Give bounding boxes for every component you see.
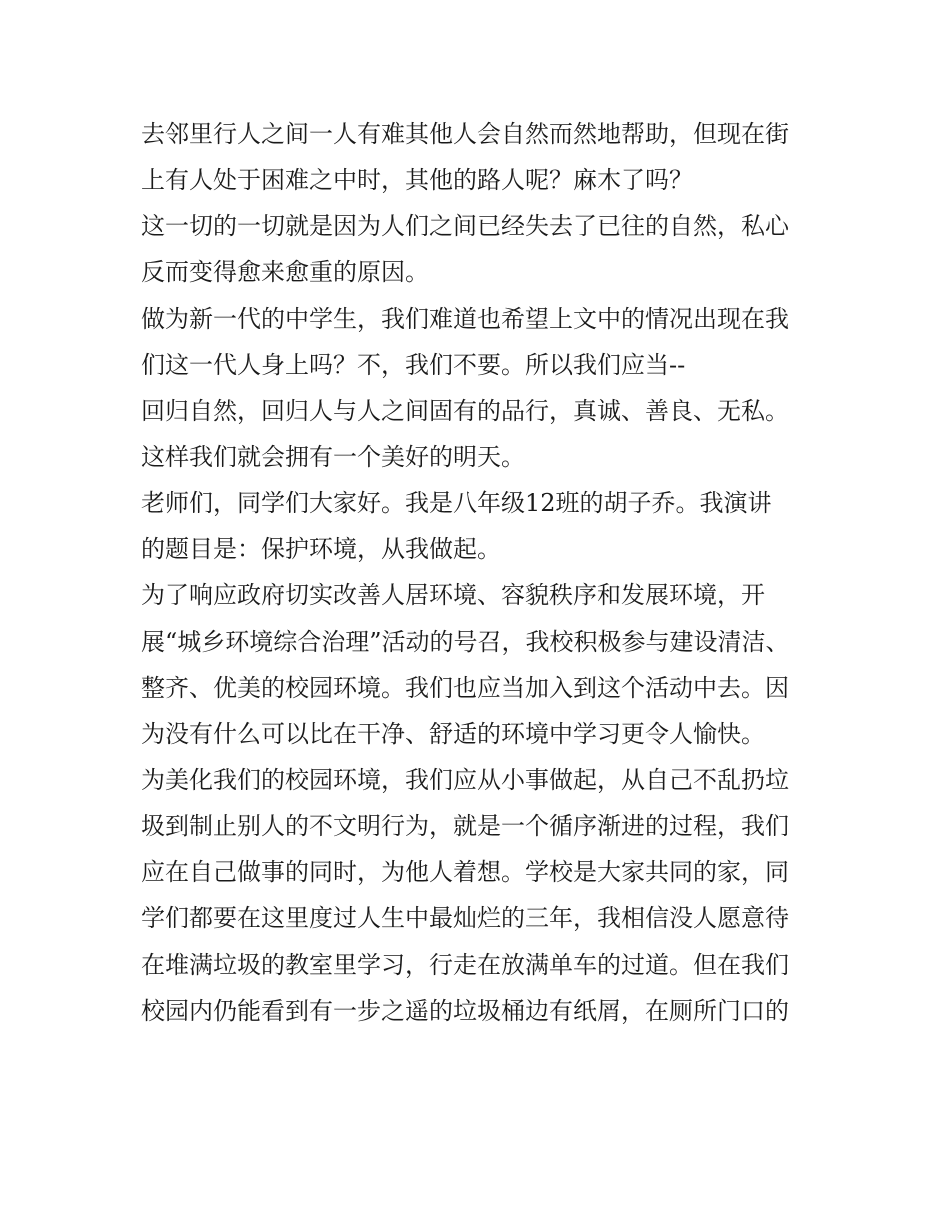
text-line: 在堆满垃圾的教室里学习，行走在放满单车的过道。但在我们 <box>141 950 789 979</box>
text-line: 上有人处于困难之中时，其他的路人呢？麻木了吗？ <box>141 166 693 195</box>
text-line: 圾到制止别人的不文明行为，就是一个循序渐进的过程，我们 <box>141 812 789 841</box>
text-line: 去邻里行人之间一人有难其他人会自然而然地帮助，但现在街 <box>141 120 789 148</box>
text-line: 做为新一代的中学生，我们难道也希望上文中的情况出现在我 <box>141 304 789 333</box>
text-line: 校园内仍能看到有一步之遥的垃圾桶边有纸屑，在厕所门口的 <box>141 996 789 1025</box>
text-line: 这一切的一切就是因为人们之间已经失去了已往的自然，私心 <box>141 212 789 241</box>
text-line: 反而变得愈来愈重的原因。 <box>141 258 429 287</box>
text-line: 们这一代人身上吗？不，我们不要。所以我们应当-- <box>141 350 686 379</box>
document-body <box>141 111 821 1034</box>
text-line: 老师们，同学们大家好。我是八年级12班的胡子乔。我演讲 <box>141 489 772 518</box>
text-line: 为了响应政府切实改善人居环境、容貌秩序和发展环境，开 <box>141 581 765 610</box>
text-line: 整齐、优美的校园环境。我们也应当加入到这个活动中去。因 <box>141 673 789 702</box>
text-line: 应在自己做事的同时，为他人着想。学校是大家共同的家，同 <box>141 858 789 887</box>
text-line: 展“城乡环境综合治理”活动的号召，我校积极参与建设清洁、 <box>141 627 790 656</box>
text-line: 回归自然，回归人与人之间固有的品行，真诚、善良、无私。 <box>141 396 789 425</box>
text-line: 的题目是：保护环境，从我做起。 <box>141 535 501 564</box>
text-line: 学们都要在这里度过人生中最灿烂的三年，我相信没人愿意待 <box>141 904 789 933</box>
text-line: 为没有什么可以比在干净、舒适的环境中学习更令人愉快。 <box>141 719 765 748</box>
text-line: 为美化我们的校园环境，我们应从小事做起，从自己不乱扔垃 <box>141 765 789 794</box>
text-line: 这样我们就会拥有一个美好的明天。 <box>141 442 525 471</box>
